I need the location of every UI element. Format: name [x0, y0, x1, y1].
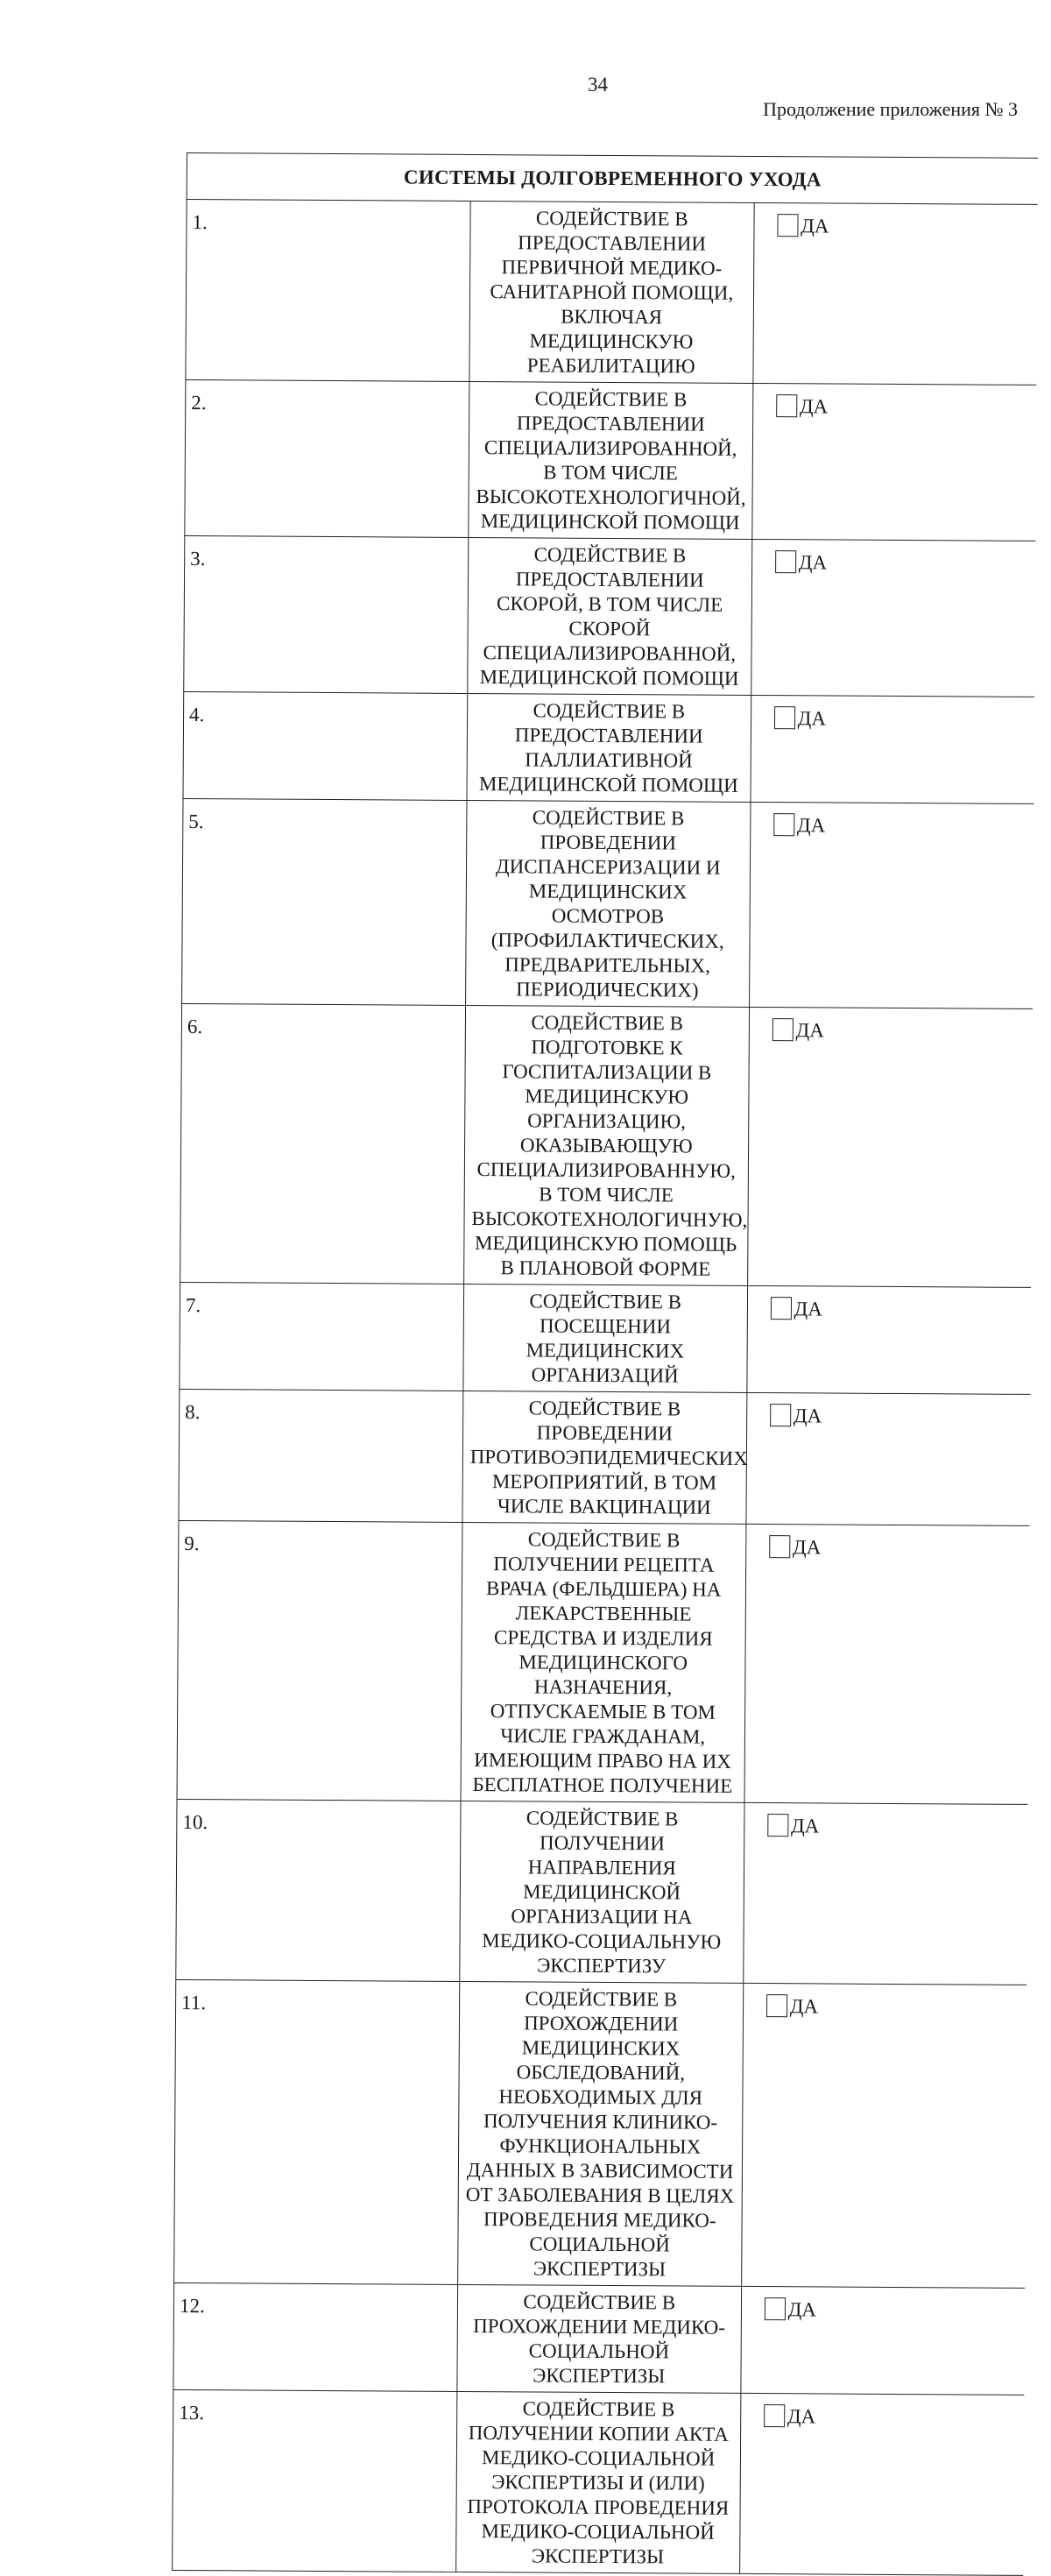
row-number: 9.	[177, 1520, 462, 1801]
row-text: СОДЕЙСТВИЕ В ПОЛУЧЕНИИ КОПИИ АКТА МЕДИКО-СОЦИАЛЬНОЙ ЭКСПЕРТИЗЫ И (ИЛИ) ПРОТОКОЛА ПРОВЕДЕНИЯ МЕДИКО-СОЦИАЛЬНОЙ ЭКСПЕРТИЗЫ	[455, 2391, 740, 2573]
checkbox-label: ДА	[789, 1995, 819, 2018]
checkbox-yes[interactable]	[764, 2404, 785, 2427]
row-number: 8.	[179, 1389, 463, 1522]
row-text: СОДЕЙСТВИЕ В ПРОВЕДЕНИИ ПРОТИВОЭПИДЕМИЧЕСКИХ МЕРОПРИЯТИЙ, В ТОМ ЧИСЛЕ ВАКЦИНАЦИИ	[462, 1391, 747, 1524]
row-text: СОДЕЙСТВИЕ В ПРЕДОСТАВЛЕНИИ ПЕРВИЧНОЙ МЕДИКО-САНИТАРНОЙ ПОМОЩИ, ВКЛЮЧАЯ МЕДИЦИНСКУЮ РЕАБИЛИТАЦИЮ	[469, 201, 754, 383]
table-row	[173, 2282, 1025, 2395]
checkbox-label: ДА	[792, 1536, 822, 1559]
checkbox-label: ДА	[801, 215, 829, 237]
checkbox-yes[interactable]	[770, 1404, 791, 1426]
row-number: 1.	[186, 200, 470, 382]
table-title-row	[187, 153, 1038, 205]
continuation-note: Продолжение приложения № 3	[763, 98, 1018, 120]
table-title: СИСТЕМЫ ДОЛГОВРЕМЕННОГО УХОДА	[187, 153, 1038, 205]
checkbox-label: ДА	[786, 2405, 816, 2428]
checkbox-yes[interactable]	[773, 813, 794, 836]
yes-option[interactable]	[739, 2393, 1024, 2575]
checkbox-label: ДА	[796, 814, 826, 837]
row-number: 2.	[185, 379, 469, 537]
checkbox-yes[interactable]	[776, 394, 797, 417]
yes-option[interactable]	[751, 539, 1035, 697]
yes-option[interactable]	[744, 1524, 1030, 1804]
yes-option[interactable]	[746, 1392, 1031, 1525]
row-number: 7.	[180, 1282, 464, 1391]
row-number: 4.	[183, 691, 468, 800]
row-number: 10.	[176, 1799, 461, 1981]
checkbox-label: ДА	[794, 1298, 822, 1320]
table-row	[180, 1003, 1033, 1287]
row-number: 6.	[180, 1003, 466, 1284]
row-text: СОДЕЙСТВИЕ В ПРОВЕДЕНИИ ДИСПАНСЕРИЗАЦИИ И МЕДИЦИНСКИХ ОСМОТРОВ (ПРОФИЛАКТИЧЕСКИХ, ПРЕДВАРИТЕЛЬНЫХ, ПЕРИОДИЧЕСКИХ)	[465, 800, 750, 1007]
table-row	[183, 691, 1034, 803]
row-text: СОДЕЙСТВИЕ В ПРОХОЖДЕНИИ МЕДИКО-СОЦИАЛЬНОЙ ЭКСПЕРТИЗЫ	[457, 2284, 742, 2393]
checkbox-yes[interactable]	[769, 1535, 790, 1558]
row-text: СОДЕЙСТВИЕ В ПОЛУЧЕНИИ НАПРАВЛЕНИЯ МЕДИЦИНСКОЙ ОРГАНИЗАЦИИ НА МЕДИКО-СОЦИАЛЬНУЮ ЭКСПЕРТИЗУ	[460, 1801, 744, 1983]
checkbox-yes[interactable]	[775, 550, 796, 573]
checkbox-label: ДА	[787, 2298, 817, 2321]
row-text: СОДЕЙСТВИЕ В ПОСЕЩЕНИИ МЕДИЦИНСКИХ ОРГАНИЗАЦИЙ	[463, 1284, 748, 1392]
checkbox-label: ДА	[790, 1815, 820, 1837]
row-text: СОДЕЙСТВИЕ В ПОЛУЧЕНИИ РЕЦЕПТА ВРАЧА (ФЕЛЬДШЕРА) НА ЛЕКАРСТВЕННЫЕ СРЕДСТВА И ИЗДЕЛИЯ МЕДИЦИНСКОГО НАЗНАЧЕНИЯ, ОТПУСКАЕМЫЕ В ТОМ ЧИСЛЕ ГРАЖДАНАМ, ИМЕЮЩИМ ПРАВО НА ИХ БЕСПЛАТНОЕ ПОЛУЧЕНИЕ	[461, 1522, 746, 1802]
table-row	[174, 1979, 1027, 2288]
yes-option[interactable]	[741, 2286, 1026, 2395]
table-row	[173, 2389, 1025, 2575]
checkbox-yes[interactable]	[767, 1814, 788, 1836]
row-text: СОДЕЙСТВИЕ В ПОДГОТОВКЕ К ГОСПИТАЛИЗАЦИИ В МЕДИЦИНСКУЮ ОРГАНИЗАЦИЮ, ОКАЗЫВАЮЩУЮ СПЕЦИАЛИЗИРОВАННУЮ, В ТОМ ЧИСЛЕ ВЫСОКОТЕХНОЛОГИЧНУЮ, МЕДИЦИНСКУЮ ПОМОЩЬ В ПЛАНОВОЙ ФОРМЕ	[463, 1005, 749, 1285]
row-text: СОДЕЙСТВИЕ В ПРЕДОСТАВЛЕНИИ СКОРОЙ, В ТОМ ЧИСЛЕ СКОРОЙ СПЕЦИАЛИЗИРОВАННОЙ, МЕДИЦИНСКОЙ ПОМОЩИ	[468, 537, 752, 695]
table-row	[185, 379, 1037, 541]
table-row	[184, 535, 1036, 697]
checkbox-label: ДА	[795, 1019, 824, 1042]
yes-option[interactable]	[747, 1285, 1032, 1394]
row-text: СОДЕЙСТВИЕ В ПРОХОЖДЕНИИ МЕДИЦИНСКИХ ОБСЛЕДОВАНИЙ, НЕОБХОДИМЫХ ДЛЯ ПОЛУЧЕНИЯ КЛИНИКО-ФУНКЦИОНАЛЬНЫХ ДАННЫХ В ЗАВИСИМОСТИ ОТ ЗАБОЛЕВАНИЯ В ЦЕЛЯХ ПРОВЕДЕНИЯ МЕДИКО-СОЦИАЛЬНОЙ ЭКСПЕРТИЗЫ	[457, 1981, 743, 2286]
table-row	[176, 1799, 1028, 1985]
yes-option[interactable]	[743, 1802, 1027, 1985]
table-row	[180, 1282, 1031, 1394]
checkbox-yes[interactable]	[774, 706, 795, 729]
checkbox-label: ДА	[793, 1405, 822, 1427]
checkbox-label: ДА	[799, 395, 829, 418]
care-system-table	[172, 152, 1038, 2576]
table-row	[177, 1520, 1029, 1804]
table-row	[182, 798, 1034, 1008]
row-text: СОДЕЙСТВИЕ В ПРЕДОСТАВЛЕНИИ ПАЛЛИАТИВНОЙ МЕДИЦИНСКОЙ ПОМОЩИ	[467, 693, 751, 802]
checkbox-yes[interactable]	[771, 1297, 792, 1320]
checkbox-yes[interactable]	[772, 1018, 793, 1041]
row-number: 5.	[182, 798, 467, 1005]
row-number: 13.	[173, 2389, 457, 2572]
checkbox-label: ДА	[797, 707, 827, 730]
checkbox-yes[interactable]	[766, 1994, 787, 2017]
table-row	[179, 1389, 1030, 1525]
yes-option[interactable]	[749, 802, 1033, 1008]
checkbox-yes[interactable]	[765, 2297, 786, 2320]
table-row	[186, 200, 1038, 386]
yes-option[interactable]	[741, 1983, 1026, 2288]
row-number: 3.	[184, 535, 469, 693]
checkbox-label: ДА	[798, 551, 828, 574]
yes-option[interactable]	[753, 202, 1038, 385]
row-text: СОДЕЙСТВИЕ В ПРЕДОСТАВЛЕНИИ СПЕЦИАЛИЗИРОВАННОЙ, В ТОМ ЧИСЛЕ ВЫСОКОТЕХНОЛОГИЧНОЙ, МЕДИЦИНСКОЙ ПОМОЩИ	[469, 381, 753, 539]
page-number: 34	[588, 74, 608, 96]
yes-option[interactable]	[751, 383, 1036, 541]
yes-option[interactable]	[747, 1007, 1033, 1287]
row-number: 11.	[174, 1979, 460, 2284]
row-number: 12.	[173, 2282, 458, 2391]
checkbox-yes[interactable]	[777, 214, 798, 237]
yes-option[interactable]	[751, 695, 1035, 803]
